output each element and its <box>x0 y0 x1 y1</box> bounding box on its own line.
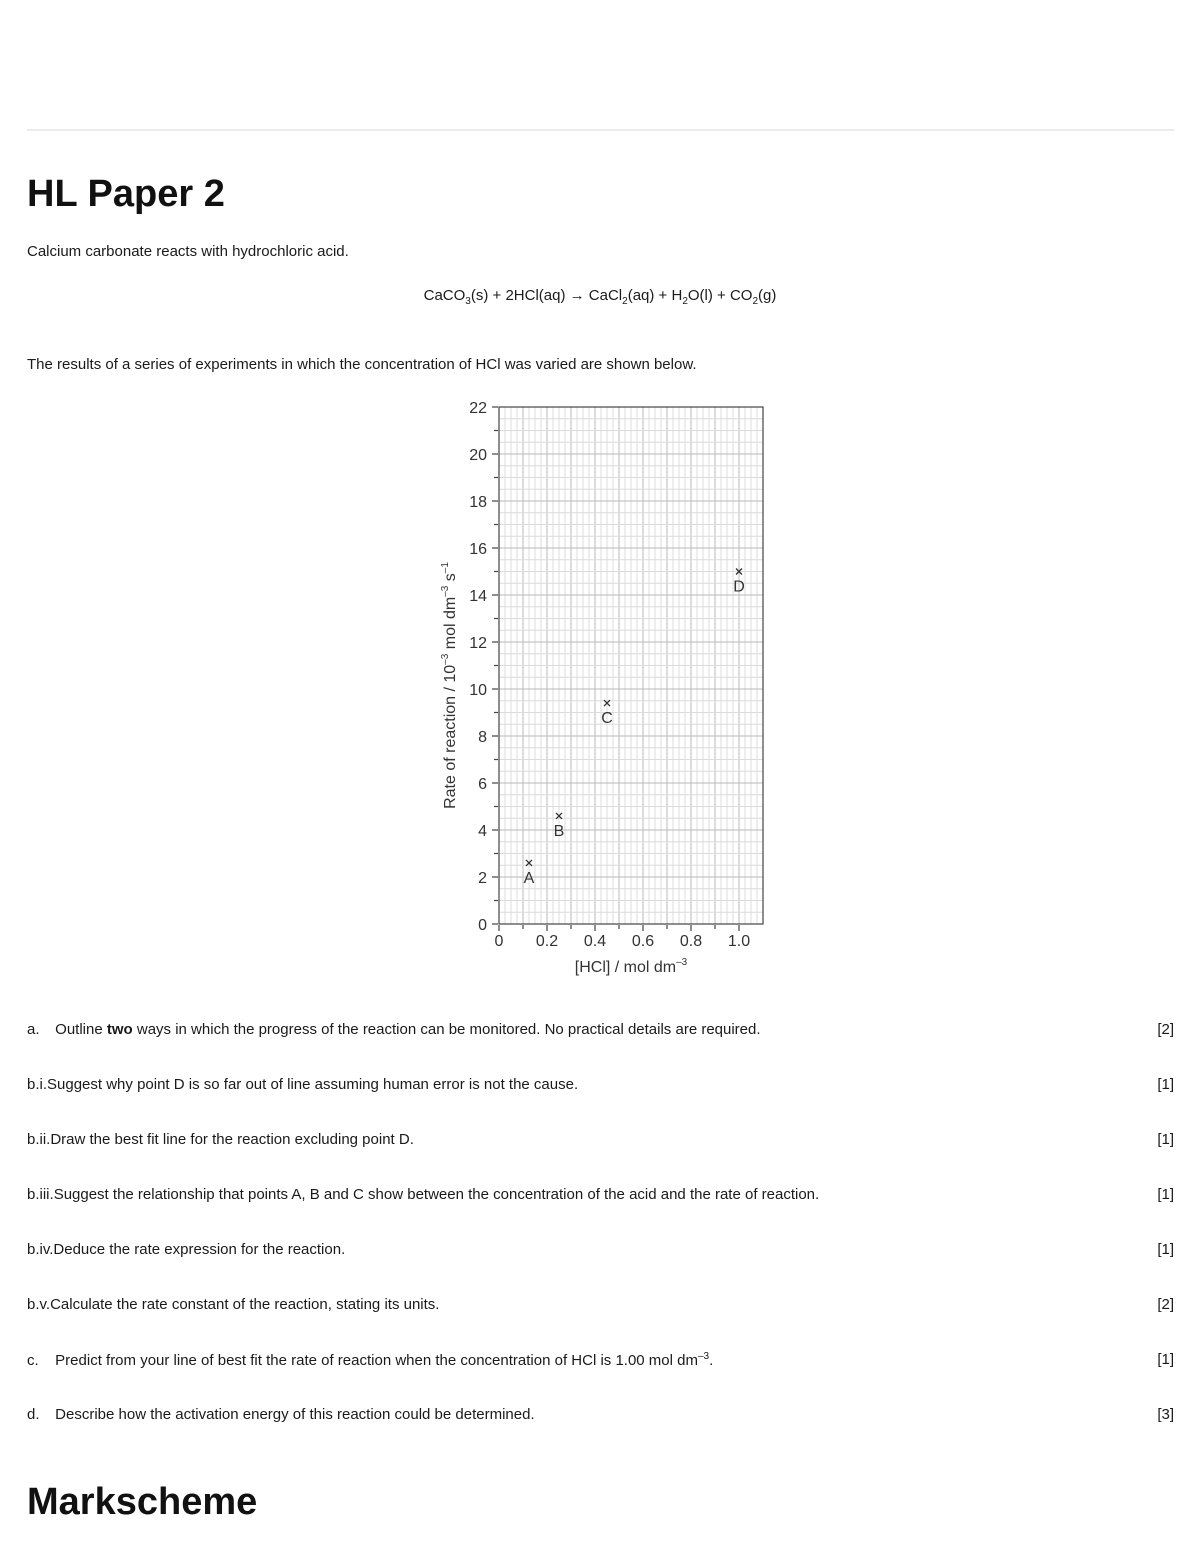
rate-chart <box>420 388 780 988</box>
question-label: c. <box>27 1352 39 1369</box>
marks-badge: [2] <box>1157 1296 1174 1313</box>
y-tick-label: 14 <box>469 588 487 605</box>
results-text: The results of a series of experiments in which the concentration of HCl was varied are shown below. <box>27 356 697 373</box>
question-text: Suggest why point D is so far out of line assuming human error is not the cause. <box>47 1076 579 1093</box>
x-tick-label: 0.4 <box>583 933 607 950</box>
point-label: C <box>601 710 613 728</box>
marks-badge: [2] <box>1157 1021 1174 1038</box>
x-tick-label: 1.0 <box>727 933 751 950</box>
markscheme-title: Markscheme <box>27 1481 258 1523</box>
top-divider <box>27 129 1174 131</box>
point-label: D <box>733 578 745 596</box>
question-label: b.ii. <box>27 1131 51 1148</box>
x-tick-label: 0.2 <box>535 933 559 950</box>
question-b-iii <box>27 1186 1174 1203</box>
chart-points <box>524 569 745 887</box>
x-tick-label: 0 <box>494 933 504 950</box>
question-text: Calculate the rate constant of the reaction, stating its units. <box>50 1296 440 1313</box>
question-label: a. <box>27 1021 40 1038</box>
y-tick-label: 2 <box>478 870 487 887</box>
question-text: Describe how the activation energy of this reaction could be determined. <box>55 1406 535 1423</box>
x-axis-label: [HCl] / mol $dm^{-3}$ <box>574 957 688 976</box>
y-tick-label: 6 <box>478 776 487 793</box>
question-text: . <box>709 1352 714 1369</box>
y-tick-label: 4 <box>478 823 487 840</box>
point-label: B <box>553 822 565 840</box>
question-b-i <box>27 1076 1174 1093</box>
x-tick-label: 0.8 <box>679 933 703 950</box>
y-tick-label: 22 <box>469 400 487 417</box>
page-title: HL Paper 2 <box>27 173 225 215</box>
marks-badge: [1] <box>1157 1241 1174 1258</box>
question-superscript: –3 <box>697 1351 710 1362</box>
question-b-ii <box>27 1131 1174 1148</box>
question-a <box>27 1021 1174 1038</box>
question-text: ways in which the progress of the reaction can be monitored. No practical details are required. <box>132 1021 761 1038</box>
marks-badge: [1] <box>1157 1186 1174 1203</box>
point-label: A <box>523 869 535 887</box>
y-axis-label: Rate of reaction / $10^{-3}$ mol $dm^{-3}$ $s^{-1}$ <box>440 562 459 809</box>
intro-text: Calcium carbonate reacts with hydrochloric acid. <box>27 243 349 260</box>
marks-badge: [1] <box>1157 1076 1174 1093</box>
question-text: Outline <box>55 1021 107 1038</box>
question-c <box>27 1351 1174 1369</box>
question-text: Suggest the relationship that points A, B and C show between the concentration of the acid and the rate of reaction. <box>53 1186 820 1203</box>
question-d <box>27 1406 1174 1423</box>
y-tick-label: 8 <box>478 729 487 746</box>
marks-badge: [3] <box>1157 1406 1174 1423</box>
data-point-a <box>524 860 535 887</box>
question-emphasis: two <box>106 1021 133 1038</box>
chart-grid <box>499 407 763 924</box>
question-text: Draw the best fit line for the reaction excluding point D. <box>50 1131 414 1148</box>
question-label: b.iv. <box>27 1241 54 1258</box>
question-b-v <box>27 1296 1174 1313</box>
x-tick-label: 0.6 <box>631 933 655 950</box>
marks-badge: [1] <box>1157 1351 1174 1368</box>
marks-badge: [1] <box>1157 1131 1174 1148</box>
y-tick-label: 16 <box>469 541 487 558</box>
y-tick-label: 0 <box>478 917 487 934</box>
question-text: Predict from your line of best fit the rate of reaction when the concentration of HCl is 1.00 mol dm <box>55 1352 698 1369</box>
question-label: b.iii. <box>27 1186 54 1203</box>
y-tick-label: 12 <box>469 635 487 652</box>
question-text: Deduce the rate expression for the reaction. <box>53 1241 346 1258</box>
y-tick-label: 18 <box>469 494 487 511</box>
question-b-iv <box>27 1241 1174 1258</box>
question-label: b.i. <box>27 1076 48 1093</box>
reaction-equation: CaCO$_3$(s) + 2HCl(aq) → CaCl$_2$(aq) + $H_2O(l) + CO_2(g)$ <box>423 287 777 307</box>
y-tick-label: 20 <box>469 447 487 464</box>
y-tick-label: 10 <box>469 682 487 699</box>
question-label: d. <box>27 1406 40 1423</box>
question-label: b.v. <box>27 1296 51 1313</box>
